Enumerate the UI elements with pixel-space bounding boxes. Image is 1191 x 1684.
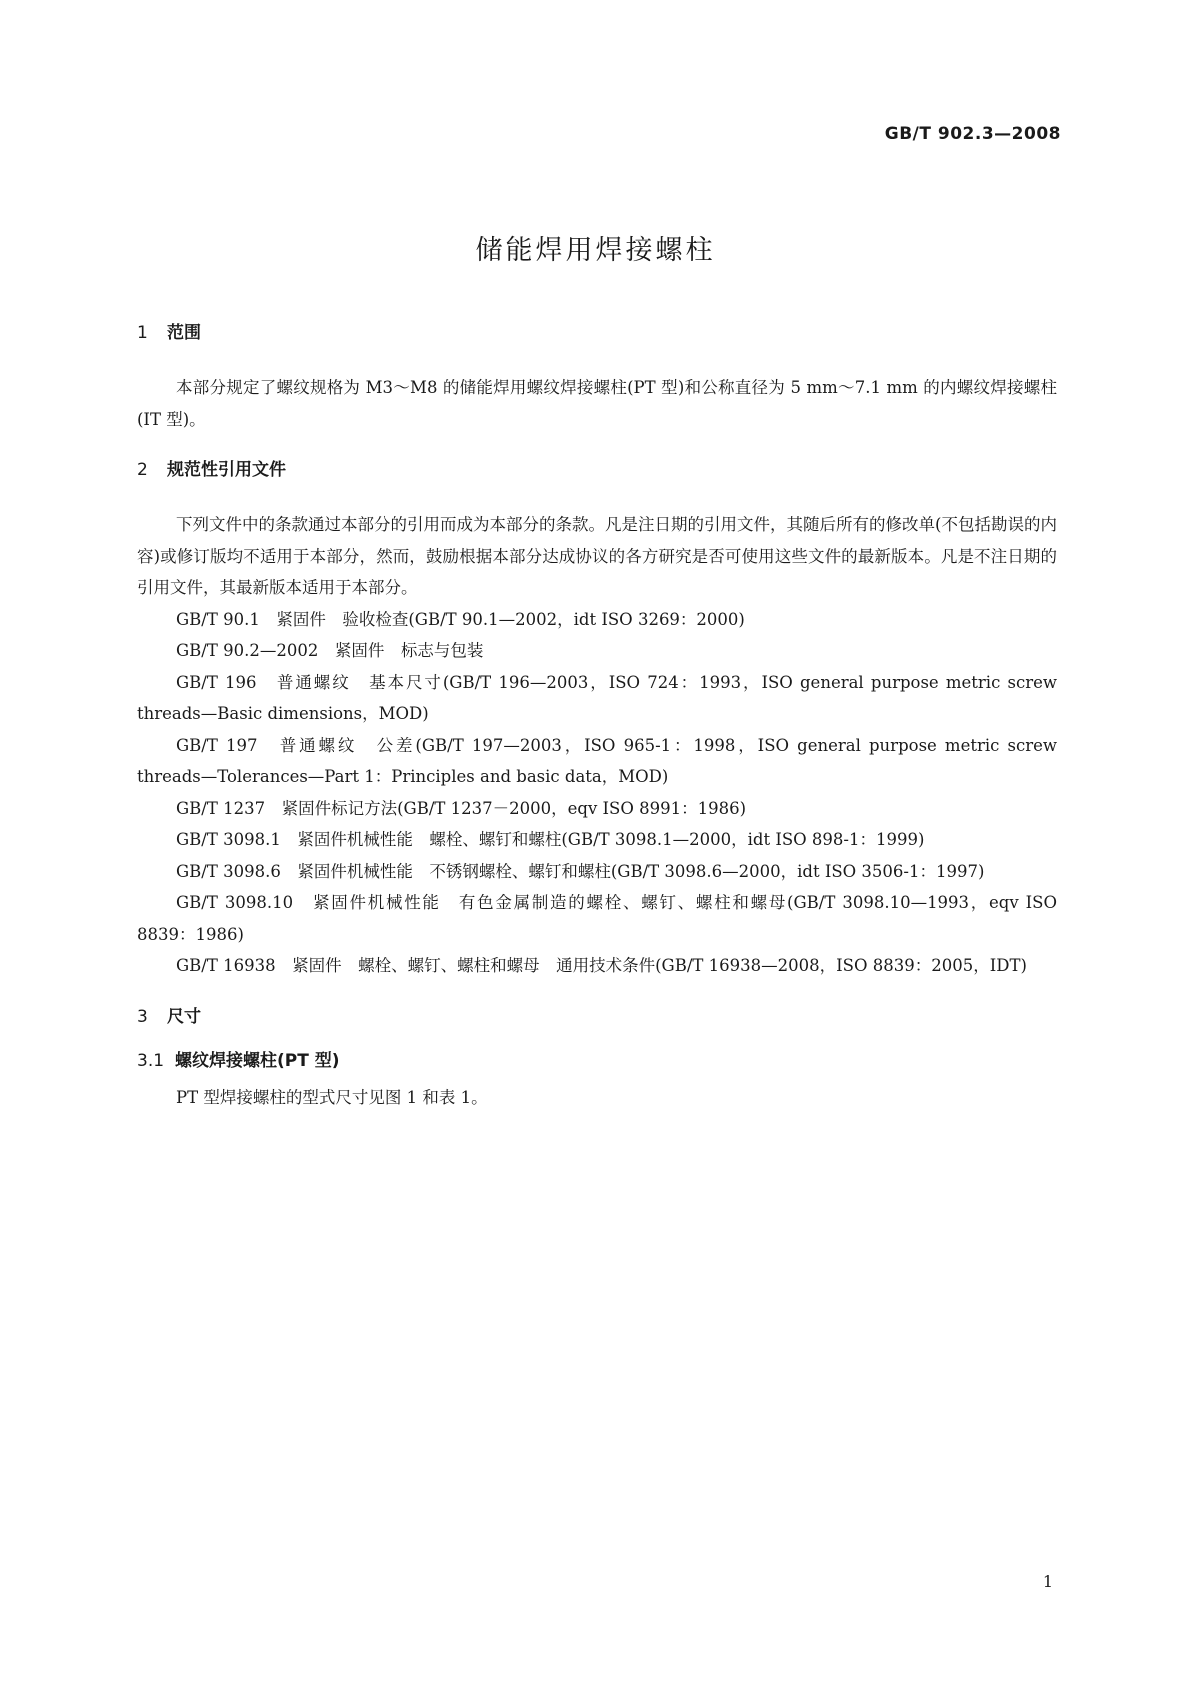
scope-paragraph: 本部分规定了螺纹规格为 M3～M8 的储能焊用螺纹焊接螺柱(PT 型)和公称直径为 5 mm～7.1 mm 的内螺纹焊接螺柱(IT 型)。 [137, 378, 1057, 429]
reference-item: GB/T 3098.1 紧固件机械性能 螺栓、螺钉和螺柱(GB/T 3098.1—2000，idt ISO 898-1：1999) [176, 830, 925, 849]
standard-code: GB/T 902.3—2008 [884, 124, 1061, 144]
section-3-heading [137, 1002, 1057, 1032]
document-body [137, 318, 1057, 1113]
references-intro: 下列文件中的条款通过本部分的引用而成为本部分的条款。凡是注日期的引用文件，其随后所有的修改单(不包括勘误的内容)或修订版均不适用于本部分，然而，鼓励根据本部分达成协议的各方研究是否可使用这些文件的最新版本。凡是不注日期的引用文件，其最新版本适用于本部分。 [137, 515, 1057, 597]
subsection-number: 3.1 [137, 1050, 165, 1071]
reference-item: GB/T 3098.10 紧固件机械性能 有色金属制造的螺栓、螺钉、螺柱和螺母(GB/T 3098.10—1993，eqv ISO 8839：1986) [137, 893, 1057, 944]
reference-item: GB/T 196 普通螺纹 基本尺寸(GB/T 196—2003，ISO 724：1993，ISO general purpose metric screw threads—Basic dimensions，MOD) [137, 672, 1057, 723]
dimensions-paragraph: PT 型焊接螺柱的型式尺寸见图 1 和表 1。 [176, 1087, 488, 1107]
section-title: 范围 [167, 323, 201, 343]
section-number: 2 [137, 460, 148, 480]
section-2-heading [137, 455, 1057, 485]
reference-item: GB/T 90.2—2002 紧固件 标志与包装 [176, 641, 484, 660]
section-number: 1 [137, 323, 148, 343]
reference-item: GB/T 1237 紧固件标记方法(GB/T 1237－2000，eqv ISO 8991：1986) [176, 798, 747, 818]
section-title: 规范性引用文件 [167, 460, 286, 480]
reference-item: GB/T 90.1 紧固件 验收检查(GB/T 90.1—2002，idt ISO 3269：2000) [176, 609, 745, 629]
reference-item: GB/T 16938 紧固件 螺栓、螺钉、螺柱和螺母 通用技术条件(GB/T 16938—2008，ISO 8839：2005，IDT) [176, 956, 1027, 975]
reference-item: GB/T 3098.6 紧固件机械性能 不锈钢螺栓、螺钉和螺柱(GB/T 3098.6—2000，idt ISO 3506-1：1997) [176, 861, 985, 881]
subsection-title: 螺纹焊接螺柱(PT 型) [175, 1050, 340, 1071]
page-number: 1 [1042, 1572, 1053, 1591]
reference-item: GB/T 197 普通螺纹 公差(GB/T 197—2003，ISO 965-1：1998，ISO general purpose metric screw threads—Tolerances—Part 1：Principles and basic data，MOD) [137, 735, 1057, 786]
document-title: 储能焊用焊接螺柱 [475, 235, 716, 266]
section-number: 3 [137, 1006, 148, 1027]
section-title: 尺寸 [167, 1006, 201, 1027]
section-3-1-heading [137, 1046, 1057, 1076]
section-1-heading [137, 318, 1057, 348]
